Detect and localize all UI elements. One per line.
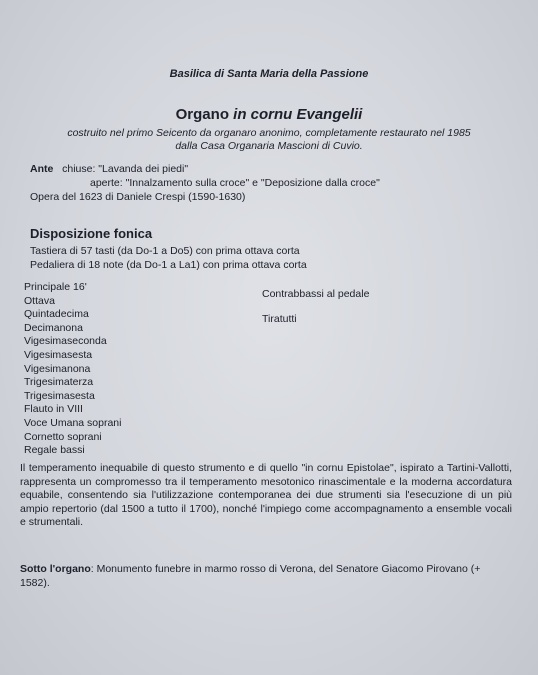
stop-item: Principale 16' — [24, 281, 87, 293]
sotto-organo-section — [20, 563, 500, 590]
stop-item: Vigesimaseconda — [24, 335, 107, 348]
ante-opera: Opera del 1623 di Daniele Crespi (1590-1630) — [30, 191, 246, 203]
stop-list — [24, 281, 121, 458]
ante-label: Ante — [30, 163, 54, 175]
stop-item: Regale bassi — [24, 444, 85, 457]
subtitle-line-1: costruito nel primo Seicento da organaro anonimo, completamente restaurato nel 1985 — [67, 127, 471, 139]
keyboard-info — [30, 244, 307, 272]
ante-closed-row — [30, 162, 380, 176]
basilica-heading: Basilica di Santa Maria della Passione — [169, 68, 369, 80]
title-prefix: Organo — [175, 106, 229, 123]
page-title — [0, 106, 538, 123]
ante-closed: chiuse: "Lavanda dei piedi" — [62, 163, 189, 175]
stop-item: Trigesimasesta — [24, 389, 95, 402]
ante-section — [30, 162, 380, 204]
stop-item: Decimanona — [24, 321, 83, 334]
stop-item: Vigesimanona — [24, 362, 91, 375]
sotto-label: Sotto l'organo — [20, 563, 91, 575]
temperament-paragraph: Il temperamento inequabile di questo strumento e di quello "in cornu Epistolae", ispirato a Tartini-Vallotti, rappresenta un compromesso tra il temperamento mesotonico rinascimentale e la moderna accordatura equabile, consentendo sia l'utilizzazione contemporanea dei due strumenti sia l'esecuzione di un più ampio repertorio (dal 1500 a tutto il 1700), nonché l'impiego come accompagnamento a ensemble vocali e strumentali. — [20, 462, 512, 528]
sotto-text: : Monumento funebre in marmo rosso di Verona, del Senatore Giacomo Pirovano (+ 1582). — [20, 563, 481, 589]
stop-item: Cornetto soprani — [24, 430, 102, 443]
stop-item: Quintadecima — [24, 308, 89, 321]
pedaliera-line: Pedaliera di 18 note (da Do-1 a La1) con prima ottava corta — [30, 259, 307, 271]
ante-open: aperte: "Innalzamento sulla croce" e "Deposizione dalla croce" — [90, 177, 380, 189]
tiratutti-label: Tiratutti — [262, 313, 297, 325]
title-italic: in cornu Evangelii — [233, 106, 363, 123]
subtitle-line-2: dalla Casa Organaria Mascioni di Cuvio. — [175, 140, 363, 152]
stop-item: Ottava — [24, 294, 55, 307]
contrabbassi-label: Contrabbassi al pedale — [262, 288, 370, 300]
stop-item: Trigesimaterza — [24, 376, 94, 389]
tastiera-line: Tastiera di 57 tasti (da Do-1 a Do5) con prima ottava corta — [30, 245, 300, 257]
disposizione-heading: Disposizione fonica — [30, 226, 153, 241]
stop-item: Voce Umana soprani — [24, 416, 122, 429]
stop-item: Flauto in VIII — [24, 403, 83, 416]
stop-item: Vigesimasesta — [24, 348, 93, 361]
